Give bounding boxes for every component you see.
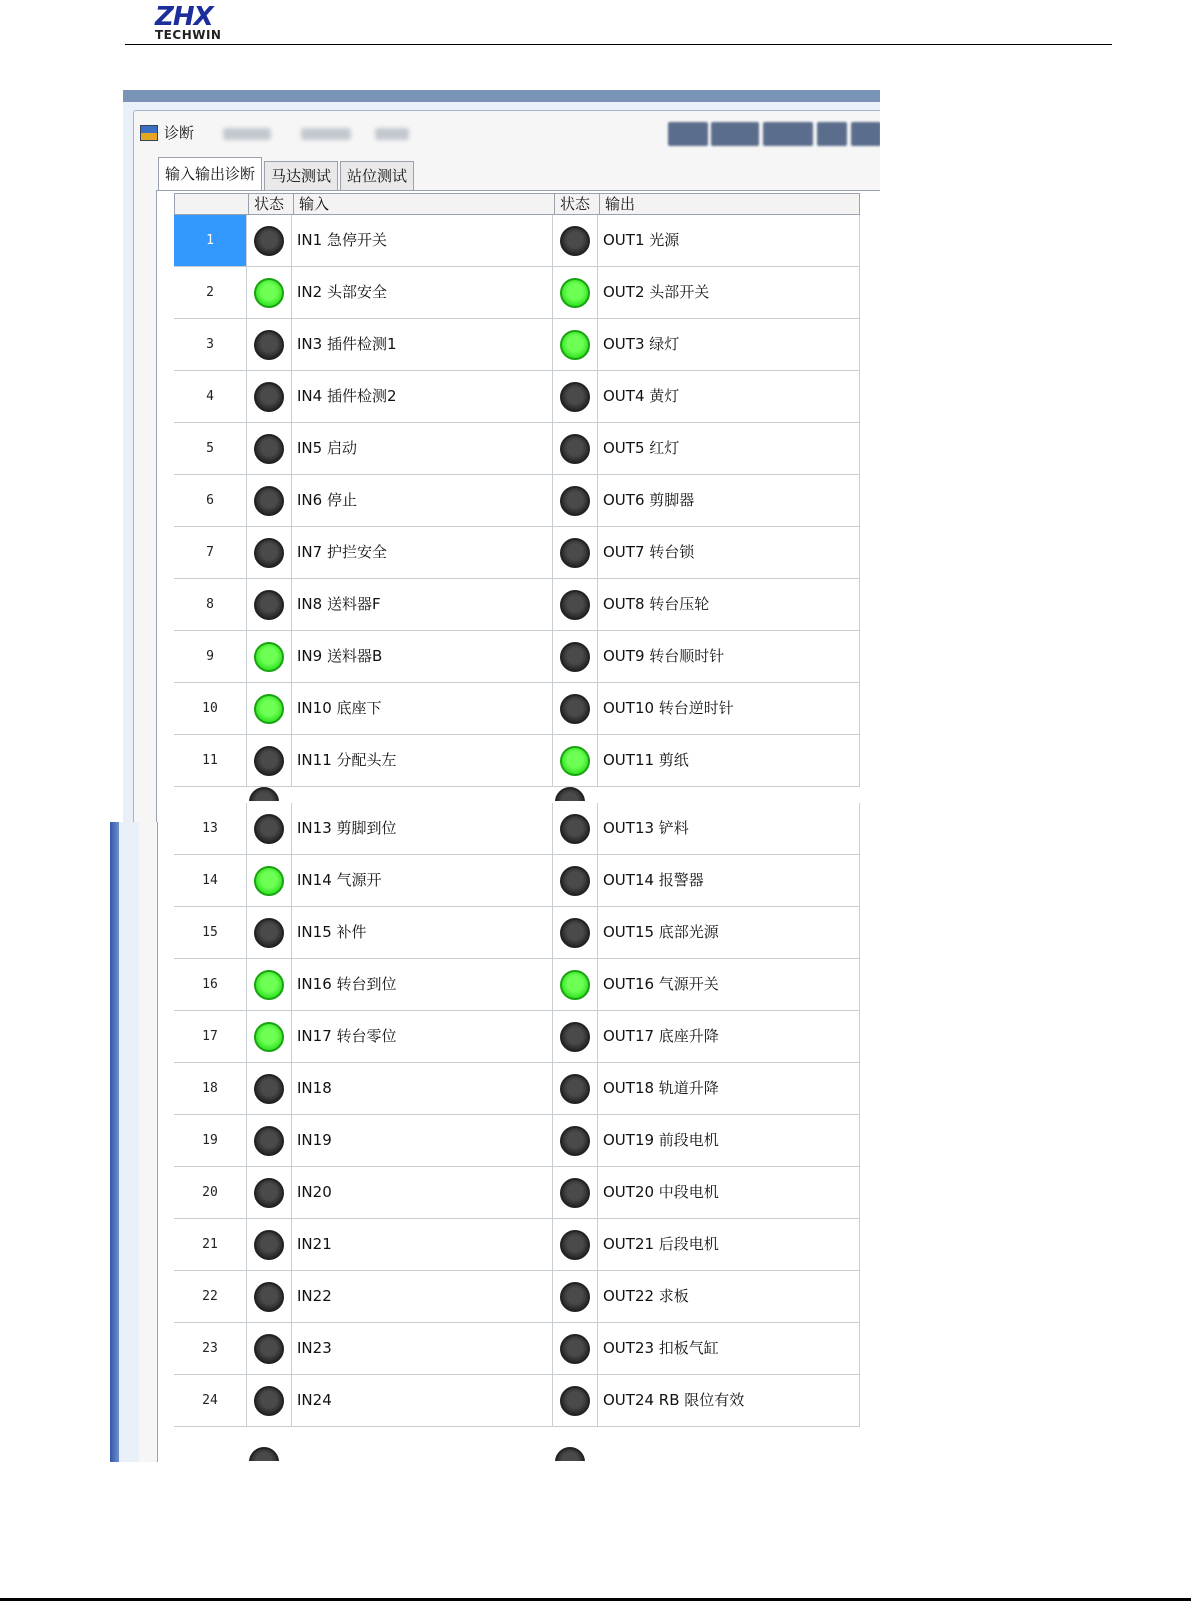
output-state-cell (553, 215, 598, 266)
toolbar-button[interactable] (711, 122, 759, 146)
input-status-indicator (254, 694, 284, 724)
output-status-indicator (560, 1074, 590, 1104)
input-status-indicator (254, 642, 284, 672)
input-state-cell (247, 683, 292, 734)
input-status-indicator (254, 434, 284, 464)
output-label: OUT23 扣板气缸 (598, 1323, 860, 1374)
output-label: OUT11 剪纸 (598, 735, 860, 786)
input-state-cell (247, 1219, 292, 1270)
output-label: OUT15 底部光源 (598, 907, 860, 958)
input-state-cell (247, 1011, 292, 1062)
output-status-indicator (560, 746, 590, 776)
panel-edge (139, 822, 158, 1462)
input-label: IN7 护拦安全 (292, 527, 553, 578)
row-number[interactable]: 15 (174, 907, 247, 958)
output-label: OUT24 RB 限位有效 (598, 1375, 860, 1426)
input-status-indicator (254, 1282, 284, 1312)
input-status-indicator (254, 918, 284, 948)
output-status-indicator (560, 486, 590, 516)
input-status-indicator (254, 382, 284, 412)
input-label: IN5 启动 (292, 423, 553, 474)
output-status-indicator (560, 918, 590, 948)
input-status-indicator (254, 1230, 284, 1260)
header-out-state: 状态 (554, 194, 599, 214)
company-logo (155, 2, 235, 42)
output-state-cell (553, 631, 598, 682)
output-status-indicator (560, 694, 590, 724)
output-status-indicator (560, 1126, 590, 1156)
output-status-indicator (560, 538, 590, 568)
input-state-cell (247, 735, 292, 786)
input-status-indicator (254, 1334, 284, 1364)
input-state-cell (247, 631, 292, 682)
row-number[interactable]: 23 (174, 1323, 247, 1374)
input-state-cell (247, 855, 292, 906)
input-label: IN21 (292, 1219, 553, 1270)
row-number[interactable]: 22 (174, 1271, 247, 1322)
input-label: IN16 转台到位 (292, 959, 553, 1010)
output-state-cell (553, 683, 598, 734)
output-status-indicator (560, 642, 590, 672)
menu-item-blurred[interactable] (223, 128, 271, 140)
input-label: IN22 (292, 1271, 553, 1322)
table-row[interactable] (174, 1167, 860, 1219)
table-row-partial (174, 1447, 860, 1461)
row-number[interactable]: 10 (174, 683, 247, 734)
input-label: IN24 (292, 1375, 553, 1426)
input-label: IN20 (292, 1167, 553, 1218)
row-number[interactable]: 18 (174, 1063, 247, 1114)
toolbar-button[interactable] (763, 122, 813, 146)
table-row[interactable] (174, 1271, 860, 1323)
output-state-cell (553, 319, 598, 370)
window-icon (140, 125, 158, 141)
tab-io-diagnosis[interactable]: 输入输出诊断 (158, 157, 262, 190)
input-state-cell (247, 1271, 292, 1322)
logo-mark: ZHX (155, 2, 213, 32)
table-row[interactable] (174, 423, 860, 475)
header-in-state: 状态 (248, 194, 293, 214)
output-label: OUT8 转台压轮 (598, 579, 860, 630)
toolbar-button[interactable] (851, 122, 880, 146)
panel-title (140, 124, 194, 142)
table-row[interactable] (174, 1323, 860, 1375)
input-label: IN23 (292, 1323, 553, 1374)
input-status-indicator (254, 1178, 284, 1208)
row-number[interactable]: 6 (174, 475, 247, 526)
panel-title-text: 诊断 (164, 124, 195, 142)
output-status-indicator (560, 278, 590, 308)
output-status-indicator (560, 1230, 590, 1260)
input-status-indicator (254, 746, 284, 776)
row-number[interactable]: 14 (174, 855, 247, 906)
input-label: IN2 头部安全 (292, 267, 553, 318)
output-state-cell (553, 371, 598, 422)
input-label: IN15 补件 (292, 907, 553, 958)
table-row[interactable] (174, 371, 860, 423)
table-row[interactable] (174, 1375, 860, 1427)
table-row[interactable] (174, 631, 860, 683)
output-label: OUT22 求板 (598, 1271, 860, 1322)
input-state-cell (247, 423, 292, 474)
input-status-indicator (254, 330, 284, 360)
output-label: OUT4 黄灯 (598, 371, 860, 422)
row-number[interactable]: 3 (174, 319, 247, 370)
output-status-indicator (560, 226, 590, 256)
input-status-indicator (254, 1386, 284, 1416)
input-status-indicator (254, 866, 284, 896)
input-state-cell (247, 803, 292, 854)
table-row[interactable] (174, 683, 860, 735)
table-row[interactable] (174, 475, 860, 527)
input-label: IN18 (292, 1063, 553, 1114)
header-no (175, 194, 248, 214)
input-label: IN10 底座下 (292, 683, 553, 734)
table-row[interactable] (174, 1219, 860, 1271)
output-state-cell (553, 1271, 598, 1322)
input-status-indicator (254, 278, 284, 308)
input-status-indicator (254, 538, 284, 568)
table-row[interactable] (174, 907, 860, 959)
output-state-cell (553, 1115, 598, 1166)
output-state-cell (553, 267, 598, 318)
input-status-indicator (254, 486, 284, 516)
input-state-cell (247, 579, 292, 630)
output-status-indicator (560, 1386, 590, 1416)
input-status-indicator (254, 1022, 284, 1052)
input-state-cell (247, 371, 292, 422)
input-state-cell (247, 319, 292, 370)
input-state-cell (247, 475, 292, 526)
row-number[interactable]: 19 (174, 1115, 247, 1166)
output-status-indicator (560, 1282, 590, 1312)
tab-strip (158, 157, 416, 190)
row-number[interactable]: 11 (174, 735, 247, 786)
output-state-cell (553, 1063, 598, 1114)
row-number[interactable]: 4 (174, 371, 247, 422)
input-label: IN17 转台零位 (292, 1011, 553, 1062)
row-number[interactable]: 5 (174, 423, 247, 474)
output-state-cell (553, 1375, 598, 1426)
tab-station-test[interactable]: 站位测试 (340, 161, 414, 190)
output-status-indicator (560, 1178, 590, 1208)
row-number[interactable]: 17 (174, 1011, 247, 1062)
output-state-cell (553, 527, 598, 578)
status-indicator (555, 787, 585, 801)
table-row[interactable] (174, 579, 860, 631)
output-state-cell (553, 959, 598, 1010)
toolbar-button[interactable] (668, 122, 708, 146)
output-state-cell (553, 855, 598, 906)
window-edge-frame (119, 822, 140, 1462)
toolbar-button[interactable] (817, 122, 847, 146)
input-label: IN13 剪脚到位 (292, 803, 553, 854)
status-indicator (555, 1447, 585, 1461)
row-number[interactable]: 13 (174, 803, 247, 854)
output-label: OUT9 转台顺时针 (598, 631, 860, 682)
input-status-indicator (254, 814, 284, 844)
input-status-indicator (254, 1074, 284, 1104)
output-state-cell (553, 1011, 598, 1062)
input-status-indicator (254, 590, 284, 620)
output-label: OUT17 底座升降 (598, 1011, 860, 1062)
output-state-cell (553, 1219, 598, 1270)
output-state-cell (553, 907, 598, 958)
table-row[interactable] (174, 1115, 860, 1167)
input-label: IN9 送料器B (292, 631, 553, 682)
row-number[interactable]: 8 (174, 579, 247, 630)
header-input: 输入 (293, 194, 554, 214)
table-row-partial (174, 787, 860, 801)
row-number[interactable]: 7 (174, 527, 247, 578)
row-number[interactable]: 24 (174, 1375, 247, 1426)
input-state-cell (247, 1115, 292, 1166)
tab-motor-test[interactable]: 马达测试 (264, 161, 338, 190)
output-label: OUT18 轨道升降 (598, 1063, 860, 1114)
input-state-cell (247, 959, 292, 1010)
grid-header (174, 193, 860, 215)
input-state-cell (247, 527, 292, 578)
window-titlebar (123, 90, 880, 102)
input-state-cell (247, 215, 292, 266)
output-status-indicator (560, 866, 590, 896)
output-label: OUT14 报警器 (598, 855, 860, 906)
output-state-cell (553, 1323, 598, 1374)
input-state-cell (247, 1167, 292, 1218)
output-label: OUT13 铲料 (598, 803, 860, 854)
input-state-cell (247, 1063, 292, 1114)
input-label: IN6 停止 (292, 475, 553, 526)
output-label: OUT3 绿灯 (598, 319, 860, 370)
output-status-indicator (560, 970, 590, 1000)
window-edge (110, 822, 119, 1462)
table-row[interactable] (174, 267, 860, 319)
output-status-indicator (560, 1334, 590, 1364)
output-state-cell (553, 423, 598, 474)
status-indicator (249, 787, 279, 801)
table-row[interactable] (174, 959, 860, 1011)
table-row[interactable] (174, 1063, 860, 1115)
output-status-indicator (560, 330, 590, 360)
table-row[interactable] (174, 215, 860, 267)
output-label: OUT16 气源开关 (598, 959, 860, 1010)
header-output: 输出 (599, 194, 861, 214)
output-label: OUT19 前段电机 (598, 1115, 860, 1166)
output-label: OUT10 转台逆时针 (598, 683, 860, 734)
output-label: OUT20 中段电机 (598, 1167, 860, 1218)
output-label: OUT2 头部开关 (598, 267, 860, 318)
table-row[interactable] (174, 527, 860, 579)
row-number[interactable]: 9 (174, 631, 247, 682)
output-label: OUT6 剪脚器 (598, 475, 860, 526)
output-label: OUT21 后段电机 (598, 1219, 860, 1270)
output-status-indicator (560, 434, 590, 464)
menu-item-blurred[interactable] (375, 128, 409, 140)
input-state-cell (247, 267, 292, 318)
row-number[interactable]: 16 (174, 959, 247, 1010)
input-state-cell (247, 1375, 292, 1426)
input-status-indicator (254, 226, 284, 256)
input-label: IN14 气源开 (292, 855, 553, 906)
table-row[interactable] (174, 803, 860, 855)
input-status-indicator (254, 970, 284, 1000)
output-label: OUT5 红灯 (598, 423, 860, 474)
table-row[interactable] (174, 319, 860, 371)
header-rule (125, 44, 1112, 45)
output-status-indicator (560, 814, 590, 844)
input-label: IN11 分配头左 (292, 735, 553, 786)
input-state-cell (247, 907, 292, 958)
output-label: OUT1 光源 (598, 215, 860, 266)
input-label: IN1 急停开关 (292, 215, 553, 266)
output-label: OUT7 转台锁 (598, 527, 860, 578)
output-status-indicator (560, 1022, 590, 1052)
row-number[interactable]: 20 (174, 1167, 247, 1218)
output-status-indicator (560, 590, 590, 620)
table-row[interactable] (174, 1011, 860, 1063)
input-label: IN19 (292, 1115, 553, 1166)
output-state-cell (553, 579, 598, 630)
row-number[interactable]: 21 (174, 1219, 247, 1270)
output-state-cell (553, 735, 598, 786)
input-label: IN4 插件检测2 (292, 371, 553, 422)
output-state-cell (553, 475, 598, 526)
row-number[interactable]: 2 (174, 267, 247, 318)
output-state-cell (553, 803, 598, 854)
menu-item-blurred[interactable] (301, 128, 351, 140)
logo-subtitle: TECHWIN (155, 28, 222, 42)
output-state-cell (553, 1167, 598, 1218)
table-row[interactable] (174, 855, 860, 907)
input-status-indicator (254, 1126, 284, 1156)
footer-rule (0, 1598, 1191, 1601)
row-number[interactable]: 1 (174, 215, 247, 266)
status-indicator (249, 1447, 279, 1461)
input-label: IN8 送料器F (292, 579, 553, 630)
input-state-cell (247, 1323, 292, 1374)
table-row[interactable] (174, 735, 860, 787)
output-status-indicator (560, 382, 590, 412)
input-label: IN3 插件检测1 (292, 319, 553, 370)
